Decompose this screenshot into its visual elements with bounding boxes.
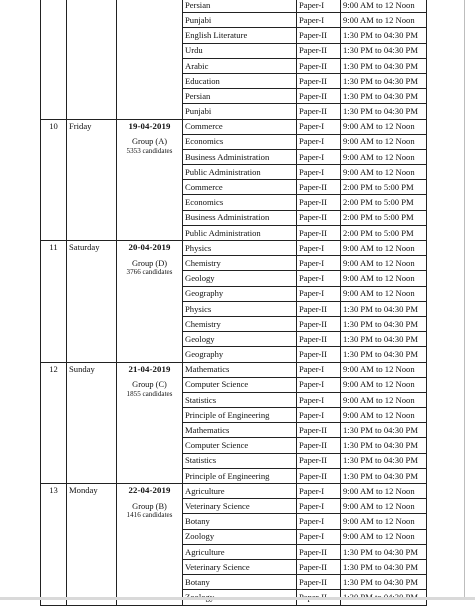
table-row: [41, 362, 427, 377]
paper-cell: Paper-II: [297, 301, 341, 316]
time-cell: 9:00 AM to 12 Noon: [341, 165, 427, 180]
subject-cell: Veterinary Science: [183, 559, 297, 574]
paper-cell: Paper-II: [297, 575, 341, 590]
subject-cell: Chemistry: [183, 316, 297, 331]
subject-cell: Mathematics: [183, 423, 297, 438]
subject-cell: Botany: [183, 514, 297, 529]
serial-number-cell: 12: [41, 362, 67, 484]
paper-cell: Paper-I: [297, 149, 341, 164]
day-cell: Monday: [67, 484, 117, 606]
paper-cell: Paper-I: [297, 529, 341, 544]
time-cell: 1:30 PM to 04:30 PM: [341, 43, 427, 58]
subject-cell: Principle of Engineering: [183, 408, 297, 423]
candidate-count: 5353 candidates: [126, 146, 173, 155]
subject-cell: Geology: [183, 332, 297, 347]
paper-cell: Paper-II: [297, 180, 341, 195]
time-cell: 9:00 AM to 12 Noon: [341, 484, 427, 499]
paper-cell: Paper-I: [297, 286, 341, 301]
time-cell: 9:00 AM to 12 Noon: [341, 408, 427, 423]
time-cell: 9:00 AM to 12 Noon: [341, 529, 427, 544]
time-cell: 1:30 PM to 04:30 PM: [341, 423, 427, 438]
subject-cell: Arabic: [183, 58, 297, 73]
time-cell: 9:00 AM to 12 Noon: [341, 241, 427, 256]
paper-cell: Paper-I: [297, 392, 341, 407]
group-label: Group (C): [132, 380, 167, 390]
day-cell: [67, 0, 117, 119]
date-group-cell: [117, 0, 183, 119]
paper-cell: Paper-I: [297, 514, 341, 529]
subject-cell: Mathematics: [183, 362, 297, 377]
paper-cell: Paper-I: [297, 241, 341, 256]
group-label: Group (B): [132, 501, 167, 511]
subject-cell: Education: [183, 73, 297, 88]
subject-cell: Computer Science: [183, 377, 297, 392]
paper-cell: Paper-II: [297, 438, 341, 453]
paper-cell: Paper-I: [297, 377, 341, 392]
paper-cell: Paper-II: [297, 423, 341, 438]
paper-cell: Paper-II: [297, 544, 341, 559]
serial-number-cell: 11: [41, 241, 67, 363]
subject-cell: Principle of Engineering: [183, 468, 297, 483]
table-row: [41, 241, 427, 256]
paper-cell: Paper-II: [297, 73, 341, 88]
subject-cell: Geography: [183, 347, 297, 362]
time-cell: 9:00 AM to 12 Noon: [341, 149, 427, 164]
exam-schedule-table: [40, 0, 427, 606]
subject-cell: Physics: [183, 241, 297, 256]
paper-cell: Paper-II: [297, 195, 341, 210]
subject-cell: Agriculture: [183, 484, 297, 499]
subject-cell: Computer Science: [183, 438, 297, 453]
time-cell: 1:30 PM to 04:30 PM: [341, 575, 427, 590]
paper-cell: Paper-II: [297, 210, 341, 225]
paper-cell: Paper-II: [297, 559, 341, 574]
subject-cell: Botany: [183, 575, 297, 590]
time-cell: 1:30 PM to 04:30 PM: [341, 28, 427, 43]
paper-cell: Paper-I: [297, 362, 341, 377]
subject-cell: Statistics: [183, 392, 297, 407]
paper-cell: Paper-I: [297, 484, 341, 499]
subject-cell: Economics: [183, 134, 297, 149]
subject-cell: Persian: [183, 89, 297, 104]
subject-cell: Physics: [183, 301, 297, 316]
paper-cell: Paper-I: [297, 119, 341, 134]
time-cell: 9:00 AM to 12 Noon: [341, 271, 427, 286]
subject-cell: Punjabi: [183, 104, 297, 119]
subject-cell: Business Administration: [183, 210, 297, 225]
date-group-cell: [117, 119, 183, 241]
date-group-cell: [117, 362, 183, 484]
time-cell: 9:00 AM to 12 Noon: [341, 13, 427, 28]
paper-cell: Paper-II: [297, 43, 341, 58]
time-cell: 2:00 PM to 5:00 PM: [341, 225, 427, 240]
group-label: Group (D): [131, 258, 168, 268]
subject-cell: English Literature: [183, 28, 297, 43]
paper-cell: Paper-I: [297, 134, 341, 149]
candidate-count: 3766 candidates: [126, 268, 173, 277]
time-cell: 9:00 AM to 12 Noon: [341, 377, 427, 392]
exam-date: 20-04-2019: [128, 242, 171, 252]
paper-cell: Paper-II: [297, 332, 341, 347]
paper-cell: Paper-I: [297, 408, 341, 423]
subject-cell: Business Administration: [183, 149, 297, 164]
serial-number-cell: 10: [41, 119, 67, 241]
subject-cell: Punjabi: [183, 13, 297, 28]
time-cell: 1:30 PM to 04:30 PM: [341, 301, 427, 316]
time-cell: 9:00 AM to 12 Noon: [341, 392, 427, 407]
subject-cell: Zoology: [183, 529, 297, 544]
paper-cell: Paper-II: [297, 89, 341, 104]
time-cell: 1:30 PM to 04:30 PM: [341, 438, 427, 453]
day-cell: Sunday: [67, 362, 117, 484]
serial-number-cell: 13: [41, 484, 67, 606]
time-cell: 9:00 AM to 12 Noon: [341, 256, 427, 271]
subject-cell: Economics: [183, 195, 297, 210]
time-cell: 9:00 AM to 12 Noon: [341, 119, 427, 134]
candidate-count: 1855 candidates: [126, 389, 173, 398]
subject-cell: Commerce: [183, 119, 297, 134]
paper-cell: Paper-I: [297, 271, 341, 286]
paper-cell: Paper-I: [297, 256, 341, 271]
time-cell: 9:00 AM to 12 Noon: [341, 499, 427, 514]
time-cell: 1:30 PM to 04:30 PM: [341, 544, 427, 559]
subject-cell: Commerce: [183, 180, 297, 195]
paper-cell: Paper-II: [297, 225, 341, 240]
exam-date: 19-04-2019: [128, 120, 171, 131]
page-edge-line: [464, 0, 465, 600]
time-cell: 1:30 PM to 04:30 PM: [341, 316, 427, 331]
subject-cell: Public Administration: [183, 225, 297, 240]
time-cell: 1:30 PM to 04:30 PM: [341, 73, 427, 88]
time-cell: 1:30 PM to 04:30 PM: [341, 468, 427, 483]
time-cell: 1:30 PM to 04:30 PM: [341, 559, 427, 574]
subject-cell: Veterinary Science: [183, 499, 297, 514]
day-cell: Friday: [67, 119, 117, 241]
day-cell: Saturday: [67, 241, 117, 363]
time-cell: 2:00 PM to 5:00 PM: [341, 180, 427, 195]
time-cell: 9:00 AM to 12 Noon: [341, 362, 427, 377]
time-cell: 9:00 AM to 12 Noon: [341, 286, 427, 301]
time-cell: 1:30 PM to 04:30 PM: [341, 332, 427, 347]
time-cell: 1:30 PM to 04:30 PM: [341, 89, 427, 104]
subject-cell: Chemistry: [183, 256, 297, 271]
paper-cell: Paper-II: [297, 104, 341, 119]
paper-cell: Paper-II: [297, 58, 341, 73]
paper-cell: Paper-I: [297, 499, 341, 514]
paper-cell: Paper-II: [297, 28, 341, 43]
table-row: [41, 119, 427, 134]
paper-cell: Paper-II: [297, 316, 341, 331]
group-label: Group (A): [131, 137, 168, 147]
table-row: [41, 0, 427, 13]
time-cell: 1:30 PM to 04:30 PM: [341, 104, 427, 119]
time-cell: 1:30 PM to 04:30 PM: [341, 453, 427, 468]
time-cell: 1:30 PM to 04:30 PM: [341, 347, 427, 362]
subject-cell: Public Administration: [183, 165, 297, 180]
subject-cell: Agriculture: [183, 544, 297, 559]
subject-cell: Statistics: [183, 453, 297, 468]
exam-date: 21-04-2019: [128, 363, 171, 374]
serial-number-cell: [41, 0, 67, 119]
table-row: [41, 484, 427, 499]
time-cell: 1:30 PM to 04:30 PM: [341, 58, 427, 73]
subject-cell: Geography: [183, 286, 297, 301]
paper-cell: Paper-II: [297, 453, 341, 468]
exam-schedule-body: [41, 0, 427, 605]
time-cell: 9:00 AM to 12 Noon: [341, 0, 427, 13]
date-group-cell: [117, 241, 183, 363]
paper-cell: Paper-II: [297, 347, 341, 362]
paper-cell: Paper-I: [297, 13, 341, 28]
time-cell: 2:00 PM to 5:00 PM: [341, 210, 427, 225]
paper-cell: Paper-I: [297, 0, 341, 13]
candidate-count: 1416 candidates: [126, 511, 173, 520]
exam-date: 22-04-2019: [128, 485, 171, 495]
time-cell: 9:00 AM to 12 Noon: [341, 514, 427, 529]
paper-cell: Paper-II: [297, 468, 341, 483]
date-group-cell: [117, 484, 183, 606]
subject-cell: Persian: [183, 0, 297, 13]
time-cell: 9:00 AM to 12 Noon: [341, 134, 427, 149]
paper-cell: Paper-I: [297, 165, 341, 180]
subject-cell: Geology: [183, 271, 297, 286]
subject-cell: Urdu: [183, 43, 297, 58]
time-cell: 2:00 PM to 5:00 PM: [341, 195, 427, 210]
